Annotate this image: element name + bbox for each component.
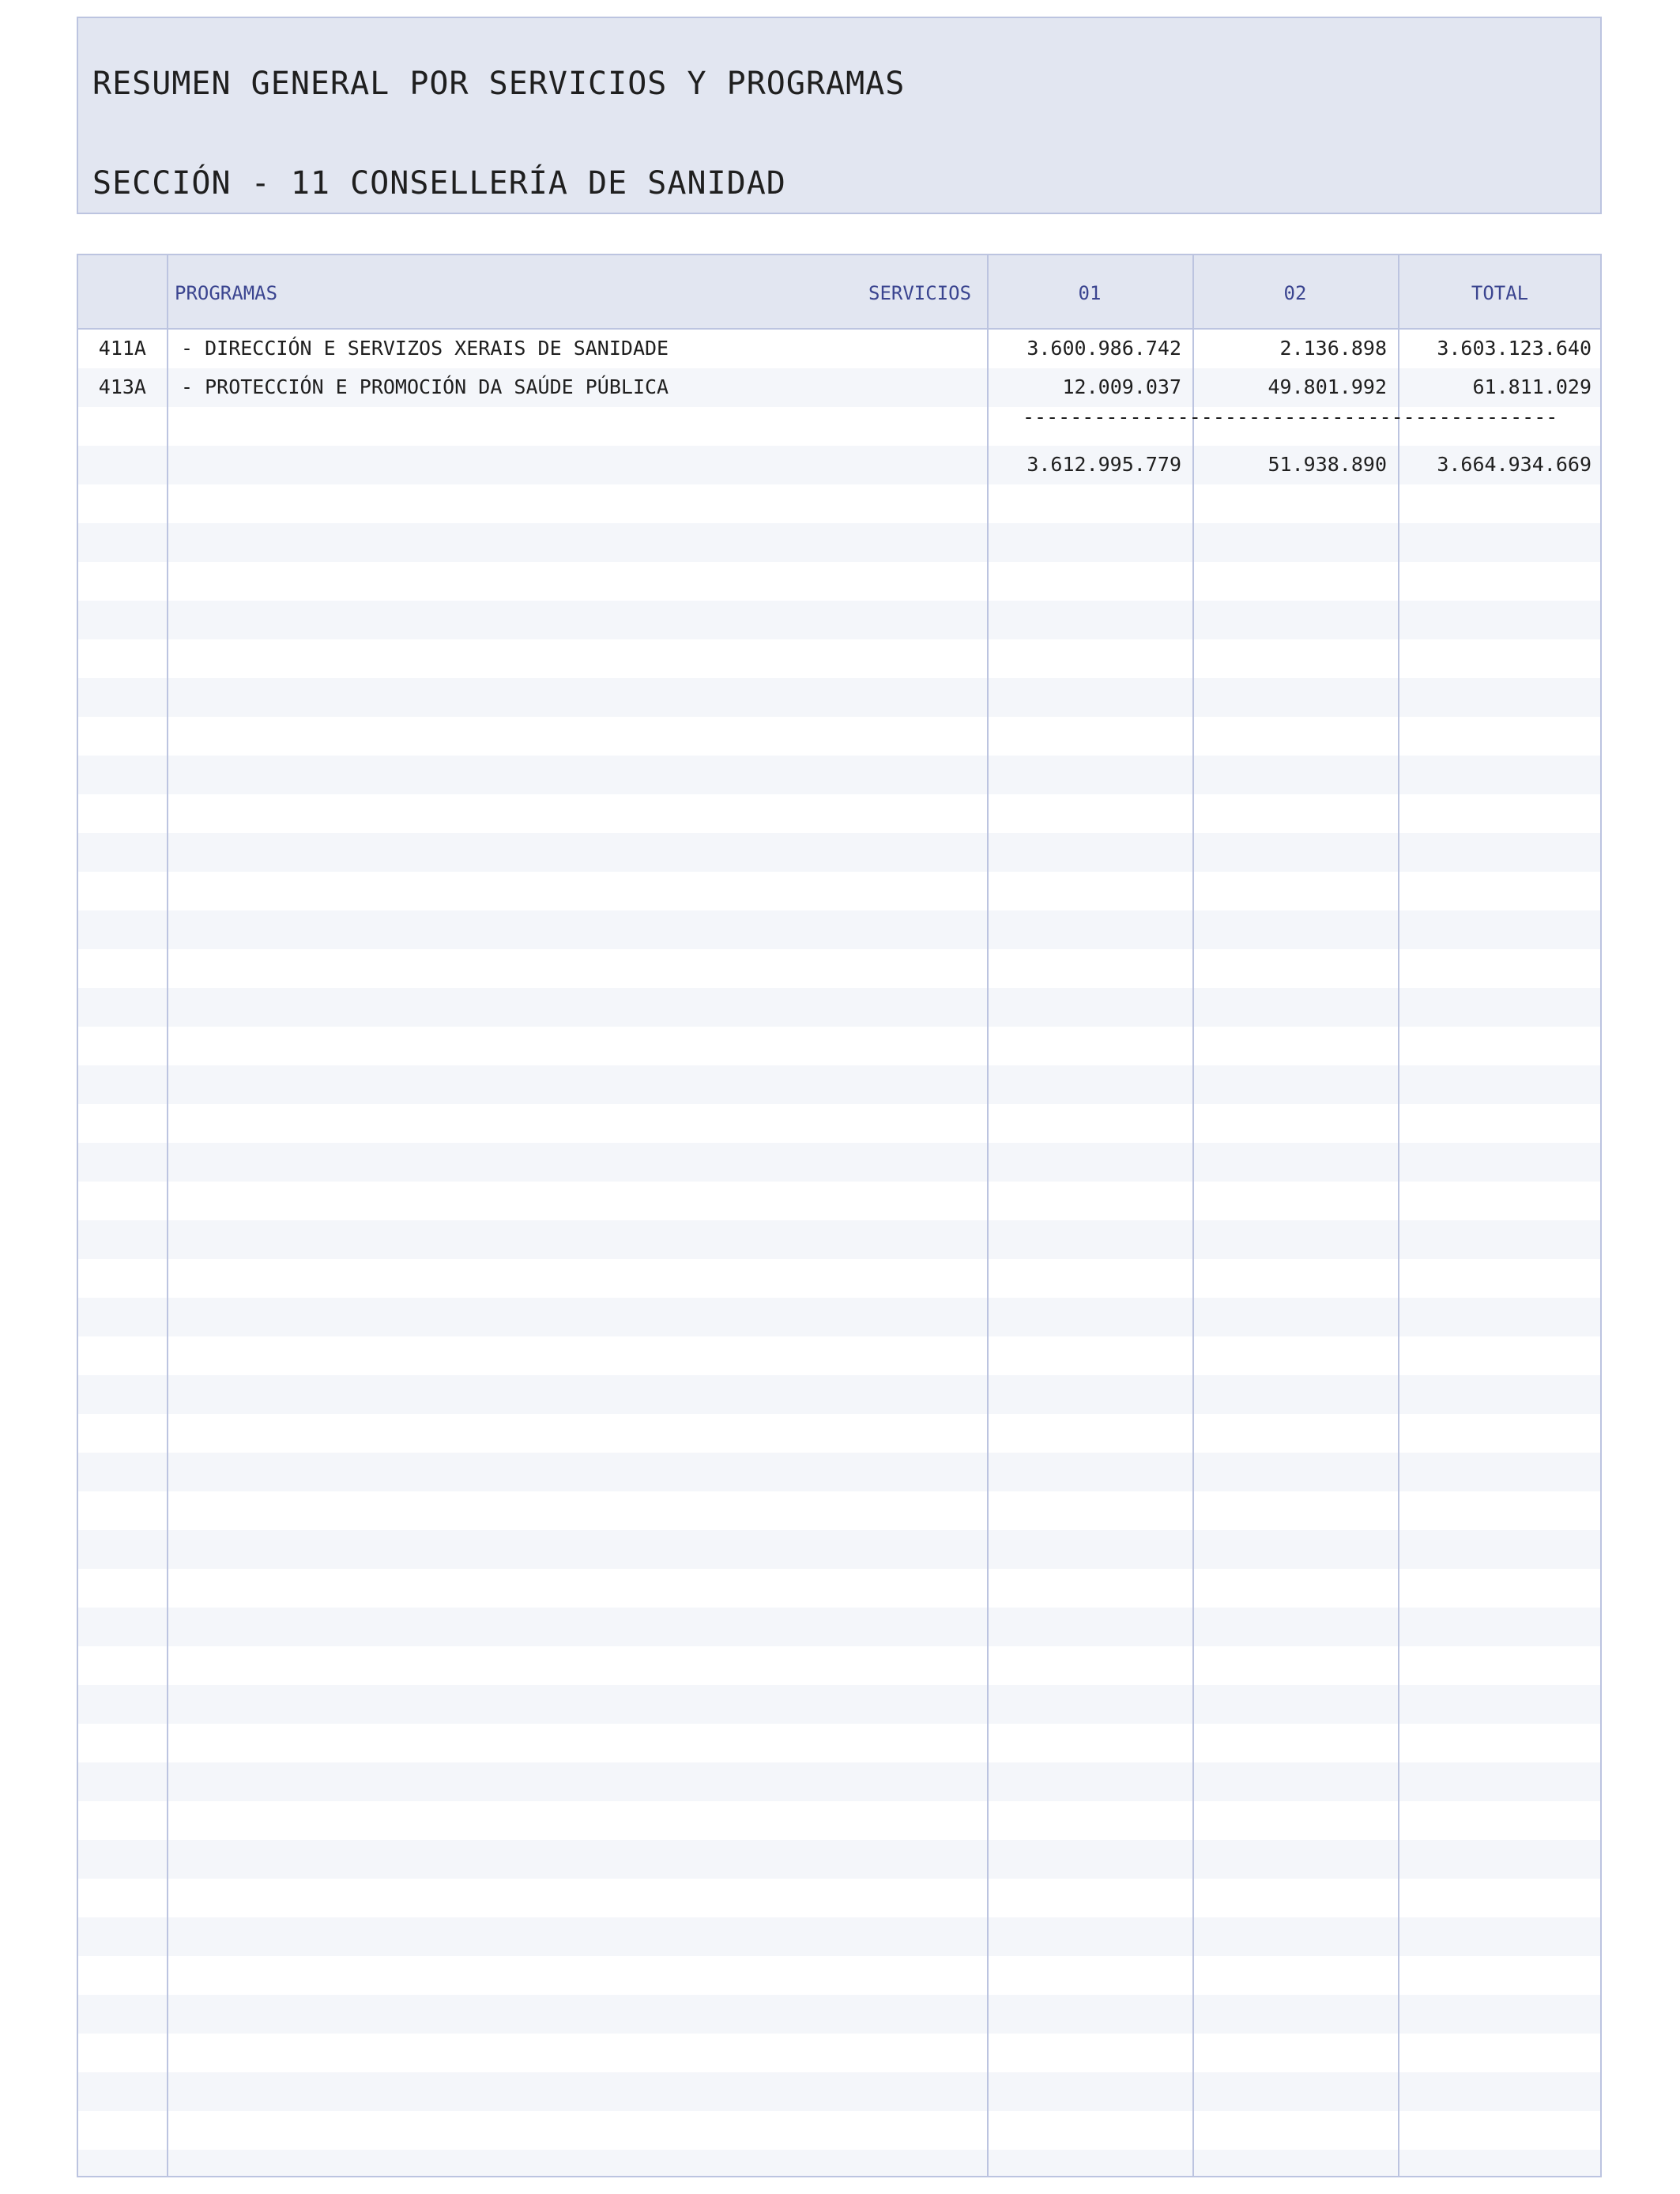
total-separator: --------------------------------------------- [1023,405,1558,428]
row-stripe [78,1375,1600,1414]
row-stripe [78,1220,1600,1259]
value-total: 61.811.029 [1472,375,1591,398]
column-divider [1192,255,1194,2176]
table-body [78,330,1600,2176]
column-divider [167,255,168,2176]
row-stripe [78,1762,1600,1801]
row-stripe [78,1685,1600,1724]
row-stripe [78,756,1600,794]
header-programas: PROGRAMAS [175,282,278,304]
summary-table [77,254,1602,2177]
value-col-02: 49.801.992 [1268,375,1387,398]
row-stripe [78,1298,1600,1336]
column-divider [987,255,989,2176]
program-description: - PROTECCIÓN E PROMOCIÓN DA SAÚDE PÚBLICA [181,375,669,398]
header-col-02: 02 [1283,282,1307,304]
row-stripe [78,1995,1600,2034]
row-stripe [78,988,1600,1027]
header-servicios: SERVICIOS [868,282,972,304]
total-col-01: 3.612.995.779 [1026,453,1181,476]
grand-total: 3.664.934.669 [1437,453,1591,476]
value-col-01: 12.009.037 [1062,375,1181,398]
column-divider [1398,255,1399,2176]
value-col-02: 2.136.898 [1279,337,1387,360]
row-stripe [78,1608,1600,1646]
row-stripe [78,601,1600,639]
row-stripe [78,2072,1600,2111]
row-stripe [78,1530,1600,1569]
row-stripe [78,2150,1600,2177]
table-header [78,255,1600,330]
row-stripe [78,678,1600,717]
row-stripe [78,1917,1600,1956]
section-title: SECCIÓN - 11 CONSELLERÍA DE SANIDAD [92,165,786,202]
row-stripe [78,1453,1600,1491]
header-total: TOTAL [1471,282,1529,304]
row-stripe [78,1065,1600,1104]
value-col-01: 3.600.986.742 [1026,337,1181,360]
row-stripe [78,1143,1600,1182]
total-col-02: 51.938.890 [1268,453,1387,476]
row-stripe [78,833,1600,872]
value-total: 3.603.123.640 [1437,337,1591,360]
report-title: RESUMEN GENERAL POR SERVICIOS Y PROGRAMAS [92,66,906,102]
program-code: 413A [98,375,146,398]
header-col-01: 01 [1078,282,1102,304]
row-stripe [78,910,1600,949]
row-stripe [78,1840,1600,1879]
program-code: 411A [98,337,146,360]
program-description: - DIRECCIÓN E SERVIZOS XERAIS DE SANIDADE [181,337,669,360]
title-box [77,17,1602,214]
row-stripe [78,523,1600,562]
